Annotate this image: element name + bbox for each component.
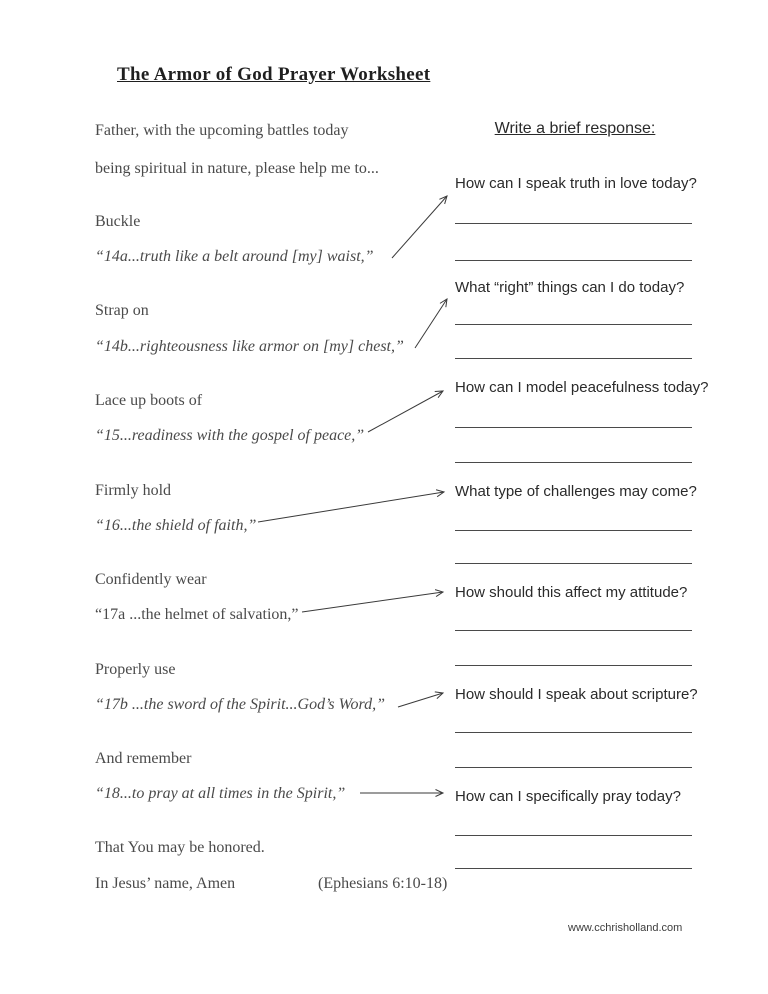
response-line[interactable] bbox=[455, 732, 692, 733]
response-line[interactable] bbox=[455, 462, 692, 463]
scripture-quote-14b: “14b...righteousness like armor on [my] chest,” bbox=[95, 338, 404, 355]
armor-action-and-remember: And remember bbox=[95, 750, 192, 767]
response-line[interactable] bbox=[455, 630, 692, 631]
response-line[interactable] bbox=[455, 358, 692, 359]
armor-action-confidently-wear: Confidently wear bbox=[95, 571, 207, 588]
armor-action-buckle: Buckle bbox=[95, 213, 141, 230]
arrow-quote17b-to-q6 bbox=[398, 693, 443, 707]
arrow-quote17a-to-q5 bbox=[302, 592, 443, 612]
question-right-things: What “right” things can I do today? bbox=[455, 279, 685, 296]
closing-line-1: That You may be honored. bbox=[95, 839, 265, 856]
scripture-quote-18: “18...to pray at all times in the Spirit,” bbox=[95, 785, 346, 802]
arrow-quote14a-to-q1 bbox=[392, 196, 447, 258]
response-line[interactable] bbox=[455, 223, 692, 224]
response-line[interactable] bbox=[455, 530, 692, 531]
response-column-header: Write a brief response: bbox=[494, 120, 656, 137]
intro-line-1: Father, with the upcoming battles today bbox=[95, 122, 349, 139]
scripture-quote-17a: “17a ...the helmet of salvation,” bbox=[95, 606, 299, 623]
scripture-reference: (Ephesians 6:10-18) bbox=[318, 875, 448, 892]
question-attitude: How should this affect my attitude? bbox=[455, 584, 688, 601]
intro-line-2: being spiritual in nature, please help me to... bbox=[95, 160, 379, 177]
closing-line-2: In Jesus’ name, Amen bbox=[95, 875, 236, 892]
question-scripture: How should I speak about scripture? bbox=[455, 686, 698, 703]
question-speak-truth: How can I speak truth in love today? bbox=[455, 175, 697, 192]
footer-url: www.cchrisholland.com bbox=[568, 922, 683, 934]
arrow-quote14b-to-q2 bbox=[415, 299, 447, 348]
scripture-quote-14a: “14a...truth like a belt around [my] waist,” bbox=[95, 248, 374, 265]
scripture-quote-16: “16...the shield of faith,” bbox=[95, 517, 257, 534]
arrow-quote16-to-q4 bbox=[258, 492, 444, 522]
response-line[interactable] bbox=[455, 427, 692, 428]
question-challenges: What type of challenges may come? bbox=[455, 483, 697, 500]
armor-action-firmly-hold: Firmly hold bbox=[95, 482, 172, 499]
armor-action-lace-up: Lace up boots of bbox=[95, 392, 203, 409]
arrow-quote15-to-q3 bbox=[368, 391, 443, 432]
response-line[interactable] bbox=[455, 665, 692, 666]
response-line[interactable] bbox=[455, 835, 692, 836]
response-line[interactable] bbox=[455, 868, 692, 869]
page-title: The Armor of God Prayer Worksheet bbox=[117, 64, 431, 85]
question-pray-today: How can I specifically pray today? bbox=[455, 788, 681, 805]
question-model-peacefulness: How can I model peacefulness today? bbox=[455, 379, 709, 396]
scripture-quote-17b: “17b ...the sword of the Spirit...God’s Word,” bbox=[95, 696, 385, 713]
response-line[interactable] bbox=[455, 260, 692, 261]
response-line[interactable] bbox=[455, 324, 692, 325]
armor-action-properly-use: Properly use bbox=[95, 661, 176, 678]
response-line[interactable] bbox=[455, 767, 692, 768]
response-line[interactable] bbox=[455, 563, 692, 564]
scripture-quote-15: “15...readiness with the gospel of peace,” bbox=[95, 427, 365, 444]
armor-action-strap-on: Strap on bbox=[95, 302, 149, 319]
